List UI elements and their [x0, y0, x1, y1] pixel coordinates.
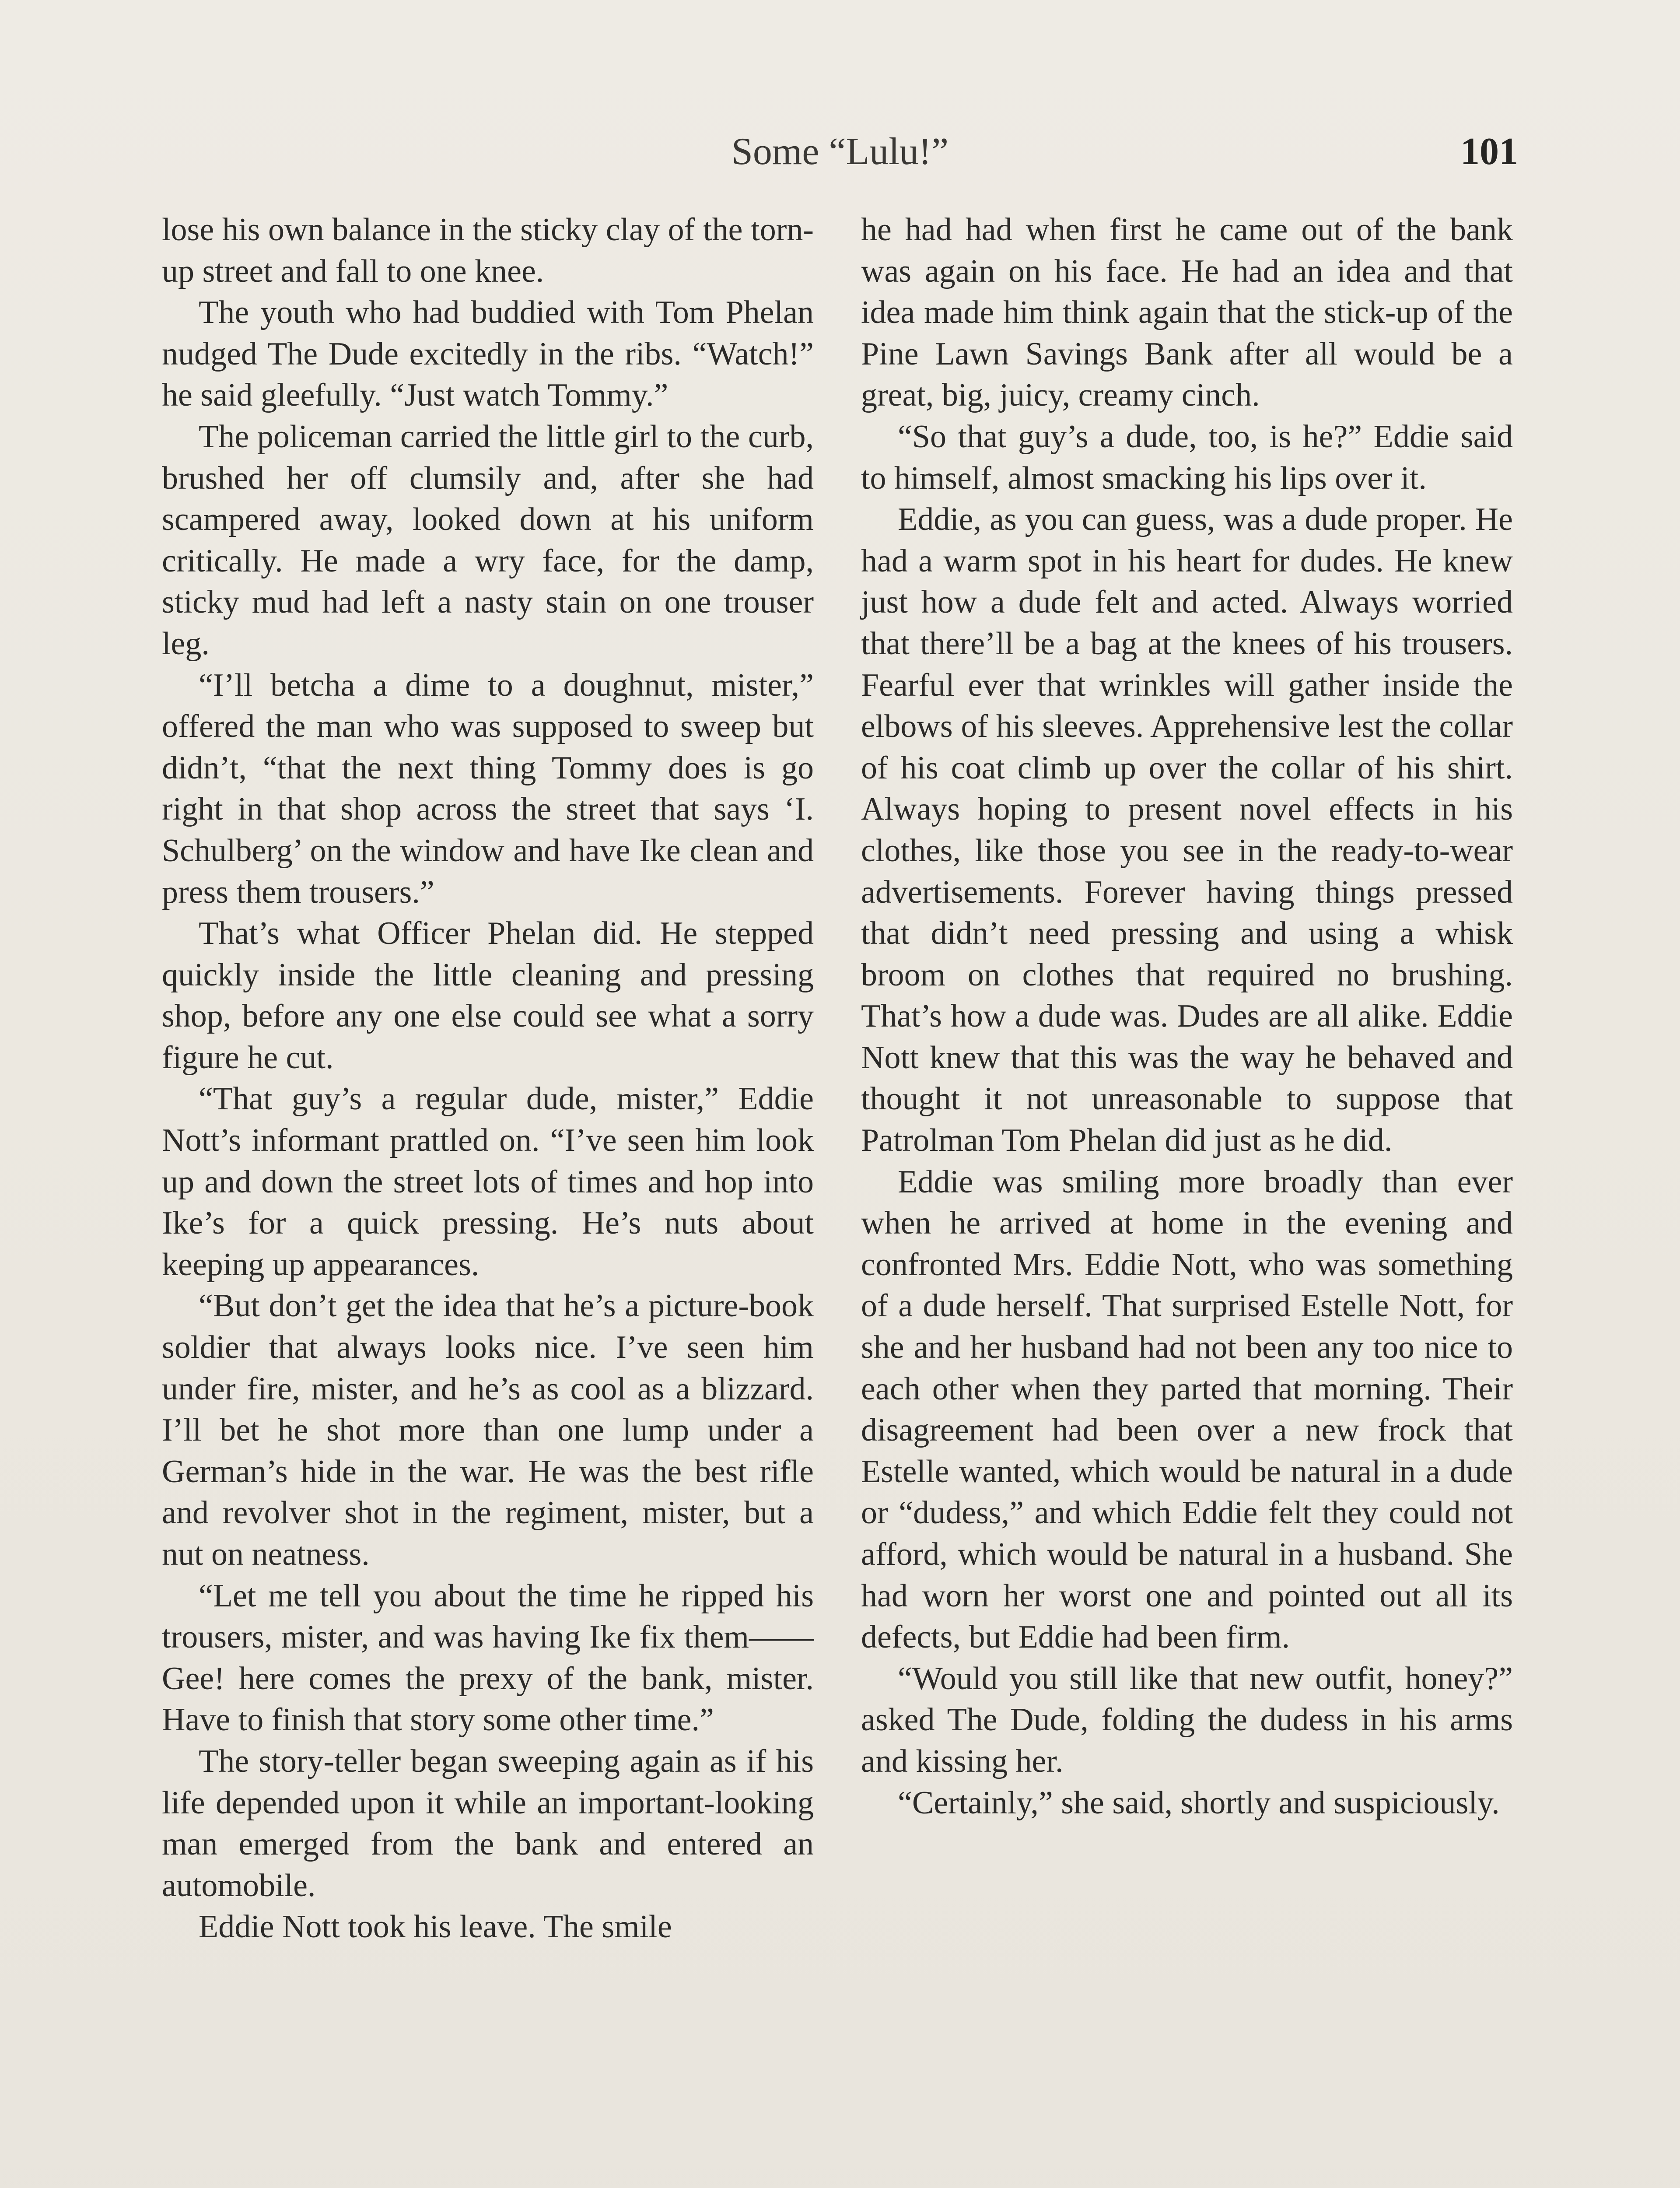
paragraph: “I’ll betcha a dime to a doughnut, mister,” offered the man who was supposed to sweep but didn’t, “that the next thing Tommy does is go right in that shop across the street that says ‘I. Schulberg’ on the window and have Ike clean and press them trousers.”	[162, 667, 814, 910]
page-number: 101	[1460, 130, 1518, 173]
paragraph: Eddie Nott took his leave. The smile	[199, 1909, 672, 1945]
paragraph: The policeman carried the little girl to the curb, brushed her off clumsily and, after she had scampered away, looked down at his uniform critically. He made a wry face, for the damp, sticky mud had left a nasty stain on one trouser leg.	[162, 418, 814, 662]
paragraph: he had had when first he came out of the bank was again on his face. He had an idea and that idea made him think again that the stick-up of the Pine Lawn Savings Bank after all would be a great, big, juicy, creamy cinch.	[861, 212, 1513, 414]
right-column	[861, 209, 1513, 1823]
paragraph: The youth who had buddied with Tom Phelan nudged The Dude excitedly in the ribs. “Watch!” he said gleefully. “Just watch Tommy.”	[162, 295, 814, 414]
paragraph: “So that guy’s a dude, too, is he?” Eddie said to himself, almost smacking his lips over it.	[861, 418, 1513, 496]
paragraph: “That guy’s a regular dude, mister,” Eddie Nott’s informant prattled on. “I’ve seen him look up and down the street lots of times and hop into Ike’s for a quick pressing. He’s nuts about keeping up appearances.	[162, 1081, 814, 1283]
running-title: Some “Lulu!”	[731, 130, 949, 173]
paragraph: “Certainly,” she said, shortly and suspiciously.	[898, 1785, 1500, 1821]
paragraph: “Let me tell you about the time he ripped his trousers, mister, and was having Ike fix them—— Gee! here comes the prexy of the bank, mister. Have to finish that story some other time.”	[162, 1578, 814, 1738]
paragraph: The story-teller began sweeping again as if his life depended upon it while an important-looking man emerged from the bank and entered an automobile.	[162, 1743, 814, 1904]
page-header	[162, 123, 1518, 180]
paragraph: Eddie was smiling more broadly than ever when he arrived at home in the evening and confronted Mrs. Eddie Nott, who was something of a dude herself. That surprised Estelle Nott, for she and her husband had not been any too nice to each other when they parted that morning. Their disagreement had been over a new frock that Estelle wanted, which would be natural in a dude or “dudess,” and which Eddie felt they could not afford, which would be natural in a husband. She had worn her worst one and pointed out all its defects, but Eddie had been firm.	[861, 1164, 1513, 1655]
paragraph: “But don’t get the idea that he’s a picture-book soldier that always looks nice. I’ve seen him under fire, mister, and he’s as cool as a blizzard. I’ll bet he shot more than one lump under a German’s hide in the war. He was the best rifle and revolver shot in the regiment, mister, but a nut on neatness.	[162, 1288, 814, 1572]
paragraph: That’s what Officer Phelan did. He stepped quickly inside the little cleaning and pressing shop, before any one else could see what a sorry figure he cut.	[162, 915, 814, 1076]
left-column	[162, 209, 814, 1948]
paragraph: lose his own balance in the sticky clay of the torn-up street and fall to one knee.	[162, 212, 814, 289]
paragraph: Eddie, as you can guess, was a dude proper. He had a warm spot in his heart for dudes. He knew just how a dude felt and acted. Always worried that there’ll be a bag at the knees of his trousers. Fearful ever that wrinkles will gather inside the elbows of his sleeves. Apprehensive lest the collar of his coat climb up over the collar of his shirt. Always hoping to present novel effects in his clothes, like those you see in the ready-to-wear advertisements. Forever having things pressed that didn’t need pressing and using a whisk broom on clothes that required no brushing. That’s how a dude was. Dudes are all alike. Eddie Nott knew that this was the way he behaved and thought it not unreasonable to suppose that Patrolman Tom Phelan did just as he did.	[861, 501, 1513, 1159]
paragraph: “Would you still like that new outfit, honey?” asked The Dude, folding the dudess in his arms and kissing her.	[861, 1660, 1513, 1779]
